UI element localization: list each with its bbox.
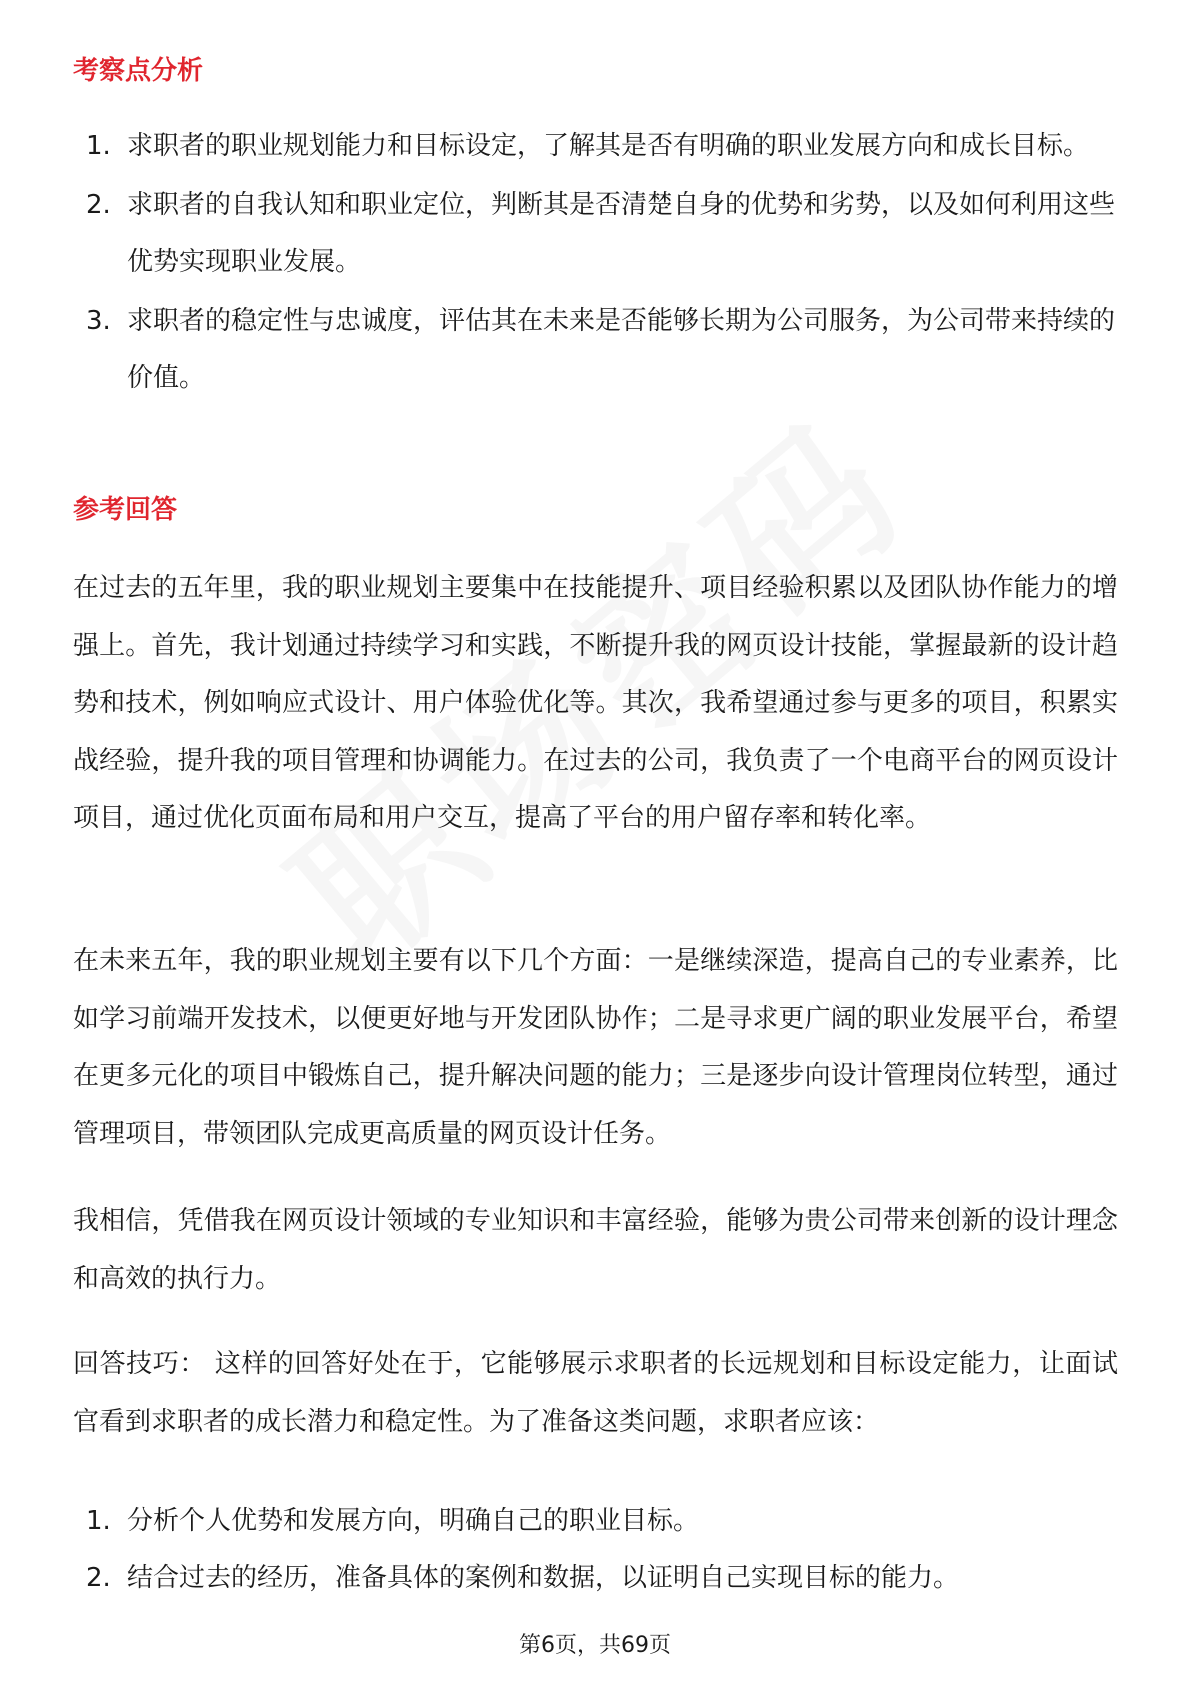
list-number: 1. [86, 1506, 111, 1536]
list-item-text: 求职者的稳定性与忠诚度，评估其在未来是否能够长期为公司服务，为公司带来持续的价值。 [127, 306, 1116, 393]
list-number: 1. [86, 131, 111, 161]
list-item [73, 177, 1118, 291]
list-item-text: 结合过去的经历，准备具体的案例和数据，以证明自己实现目标的能力。 [127, 1563, 960, 1593]
list-item [73, 293, 1118, 407]
list-number: 2. [86, 190, 111, 220]
tips-list [73, 1493, 1118, 1607]
answer-paragraph: 我相信，凭借我在网页设计领域的专业知识和丰富经验，能够为贵公司带来创新的设计理念和高效的执行力。 [73, 1206, 1118, 1294]
answer-paragraph: 在未来五年，我的职业规划主要有以下几个方面：一是继续深造，提高自己的专业素养，比如学习前端开发技术，以便更好地与开发团队协作；二是寻求更广阔的职业发展平台，希望在更多元化的项目中锻炼自己，提升解决问题的能力；三是逐步向设计管理岗位转型，通过管理项目，带领团队完成更高质量的网页设计任务。 [73, 946, 1118, 1149]
list-number: 2. [86, 1563, 111, 1593]
list-item [73, 1550, 1118, 1607]
list-item [73, 1493, 1118, 1550]
list-item-text: 求职者的职业规划能力和目标设定，了解其是否有明确的职业发展方向和成长目标。 [127, 131, 1090, 161]
list-item-text: 求职者的自我认知和职业定位，判断其是否清楚自身的优势和劣势，以及如何利用这些优势实现职业发展。 [127, 190, 1116, 277]
answer-paragraph: 在过去的五年里，我的职业规划主要集中在技能提升、项目经验积累以及团队协作能力的增强上。首先，我计划通过持续学习和实践，不断提升我的网页设计技能，掌握最新的设计趋势和技术，例如响应式设计、用户体验优化等。其次，我希望通过参与更多的项目，积累实战经验，提升我的项目管理和协调能力。在过去的公司，我负责了一个电商平台的网页设计项目，通过优化页面布局和用户交互，提高了平台的用户留存率和转化率。 [73, 573, 1118, 833]
section-heading-reference-answer: 参考回答 [73, 495, 178, 525]
list-item-text: 分析个人优势和发展方向，明确自己的职业目标。 [127, 1506, 700, 1536]
list-item [73, 118, 1118, 175]
list-number: 3. [86, 306, 111, 336]
analysis-list [73, 118, 1118, 409]
section-heading-analysis: 考察点分析 [73, 56, 204, 86]
answer-tips-paragraph: 回答技巧： 这样的回答好处在于，它能够展示求职者的长远规划和目标设定能力，让面试官看到求职者的成长潜力和稳定性。为了准备这类问题，求职者应该： [73, 1349, 1118, 1437]
page-number-footer: 第6页，共69页 [519, 1633, 671, 1658]
